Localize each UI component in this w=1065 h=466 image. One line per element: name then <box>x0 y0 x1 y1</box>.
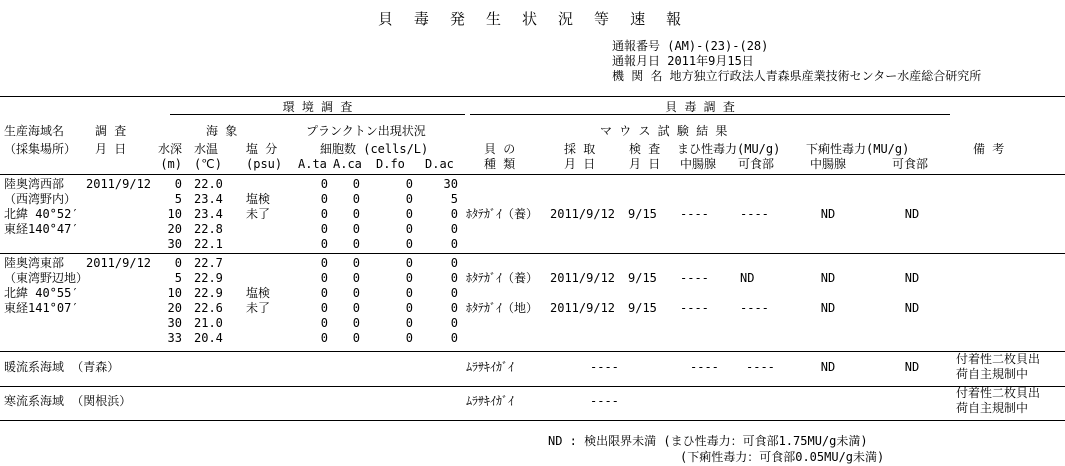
rule-top <box>0 96 1065 97</box>
cell-dac: 0 <box>450 286 458 300</box>
header-ata: A.ta <box>298 157 327 171</box>
header-psp: まひ性毒力(MU/g) <box>677 142 781 156</box>
rule-header-bottom <box>0 174 1065 175</box>
header-survey-sub: 月 日 <box>95 142 127 156</box>
header-sample: 採 取 <box>564 142 596 156</box>
area-psp-edible: ---- <box>746 360 775 374</box>
cell-dfo: 0 <box>405 256 413 270</box>
cell-dac: 0 <box>450 256 458 270</box>
cell-temp: 22.9 <box>194 271 223 285</box>
header-plankton: プランクトン出現状況 <box>306 124 426 138</box>
cell-aca: 0 <box>352 177 360 191</box>
header-sea: 海 象 <box>206 124 238 138</box>
cell-depth: 30 <box>167 316 182 330</box>
test-dsp_e: ND <box>904 207 920 221</box>
cell-sal: 未了 <box>246 207 271 221</box>
station-lat: 北緯 40°52′ <box>4 207 79 221</box>
cell-ata: 0 <box>320 271 328 285</box>
area-sample: ---- <box>590 394 619 408</box>
cell-temp: 22.8 <box>194 222 223 236</box>
cell-dac: 0 <box>450 301 458 315</box>
cell-aca: 0 <box>352 316 360 330</box>
header-survey: 調 査 <box>95 124 127 138</box>
area-sample: ---- <box>590 360 619 374</box>
test-psp_g: ---- <box>680 271 709 285</box>
header-shellfish: 貝 毒 調 査 <box>665 100 735 114</box>
cell-dfo: 0 <box>405 192 413 206</box>
cell-ata: 0 <box>320 192 328 206</box>
header-dsp-gland: 中腸腺 <box>810 157 847 171</box>
cell-depth: 30 <box>167 237 182 251</box>
report-agency: 機 関 名 地方独立行政法人青森県産業技術センター水産総合研究所 <box>612 69 982 83</box>
report-number: 通報番号 (AM)-(23)-(28) <box>612 39 769 53</box>
report-date: 通報月日 2011年9月15日 <box>612 54 754 68</box>
cell-depth: 10 <box>167 286 182 300</box>
header-mouse: マ ウ ス 試 験 結 果 <box>600 124 728 138</box>
cell-depth: 20 <box>167 222 182 236</box>
cell-ata: 0 <box>320 207 328 221</box>
survey-date: 2011/9/12 <box>86 256 152 270</box>
station-lat: 北緯 40°55′ <box>4 286 79 300</box>
station-place: （西湾野内） <box>4 192 77 206</box>
header-salinity-unit: (psu) <box>246 157 283 171</box>
cell-temp: 20.4 <box>194 331 223 345</box>
area-kind: ﾑﾗｻｷｲｶﾞｲ <box>466 360 515 374</box>
header-kind: 貝 の <box>484 142 516 156</box>
header-dfo: D.fo <box>376 157 405 171</box>
cell-aca: 0 <box>352 192 360 206</box>
test-dsp_e: ND <box>904 271 920 285</box>
cell-dac: 0 <box>450 207 458 221</box>
rule-shell <box>470 114 950 115</box>
cell-sal: 塩検 <box>246 192 271 206</box>
cell-aca: 0 <box>352 331 360 345</box>
cell-ata: 0 <box>320 222 328 236</box>
cell-aca: 0 <box>352 207 360 221</box>
header-cells: 細胞数 (cells/L) <box>320 142 429 156</box>
cell-dfo: 0 <box>405 316 413 330</box>
cell-ata: 0 <box>320 331 328 345</box>
station-place: （東湾野辺地） <box>4 271 89 285</box>
cell-dfo: 0 <box>405 301 413 315</box>
test-test: 9/15 <box>628 207 657 221</box>
cell-dfo: 0 <box>405 207 413 221</box>
cell-temp: 22.6 <box>194 301 223 315</box>
area-remark-1: 付着性二枚貝出 <box>956 386 1041 400</box>
cell-temp: 23.4 <box>194 207 223 221</box>
cell-depth: 10 <box>167 207 182 221</box>
cell-dac: 0 <box>450 222 458 236</box>
cell-dfo: 0 <box>405 222 413 236</box>
area-name: 寒流系海域 （関根浜） <box>4 394 132 408</box>
area-kind: ﾑﾗｻｷｲｶﾞｲ <box>466 394 515 408</box>
header-psp-gland: 中腸腺 <box>680 157 717 171</box>
test-dsp_g: ND <box>820 207 836 221</box>
cell-temp: 22.1 <box>194 237 223 251</box>
area-dsp-edible: ND <box>904 360 920 374</box>
area-dsp-gland: ND <box>820 360 836 374</box>
test-psp_e: ---- <box>740 207 769 221</box>
cell-ata: 0 <box>320 286 328 300</box>
test-kind: ﾎﾀﾃｶﾞｲ（養） <box>466 271 539 285</box>
station-name: 陸奥湾西部 <box>4 177 65 191</box>
header-kind-sub: 種 類 <box>484 157 516 171</box>
cell-aca: 0 <box>352 237 360 251</box>
cell-ata: 0 <box>320 256 328 270</box>
test-kind: ﾎﾀﾃｶﾞｲ（養） <box>466 207 539 221</box>
cell-dfo: 0 <box>405 286 413 300</box>
cell-dac: 0 <box>450 331 458 345</box>
header-salinity: 塩 分 <box>246 142 278 156</box>
footnote-dsp: (下痢性毒力：可食部0.05MU/g未満) <box>680 450 885 464</box>
header-aca: A.ca <box>333 157 362 171</box>
cell-dfo: 0 <box>405 271 413 285</box>
cell-aca: 0 <box>352 301 360 315</box>
test-sample: 2011/9/12 <box>550 271 616 285</box>
cell-dac: 5 <box>450 192 458 206</box>
station-lon: 東経141°07′ <box>4 301 79 315</box>
header-dac: D.ac <box>425 157 454 171</box>
test-test: 9/15 <box>628 301 657 315</box>
header-dsp-edible: 可食部 <box>892 157 929 171</box>
header-area: 生産海域名 <box>4 124 65 138</box>
cell-ata: 0 <box>320 237 328 251</box>
header-env: 環 境 調 査 <box>282 100 353 114</box>
cell-sal: 未了 <box>246 301 271 315</box>
cell-dac: 0 <box>450 237 458 251</box>
cell-aca: 0 <box>352 286 360 300</box>
cell-depth: 20 <box>167 301 182 315</box>
test-sample: 2011/9/12 <box>550 301 616 315</box>
cell-dfo: 0 <box>405 177 413 191</box>
station-name: 陸奥湾東部 <box>4 256 65 270</box>
cell-dac: 0 <box>450 316 458 330</box>
area-psp-gland: ---- <box>690 360 719 374</box>
cell-dac: 0 <box>450 271 458 285</box>
test-dsp_g: ND <box>820 301 836 315</box>
test-dsp_e: ND <box>904 301 920 315</box>
test-psp_g: ---- <box>680 301 709 315</box>
header-area-sub: （採集場所） <box>4 142 77 156</box>
cell-dfo: 0 <box>405 237 413 251</box>
cell-temp: 22.0 <box>194 177 223 191</box>
cell-temp: 23.4 <box>194 192 223 206</box>
cell-depth: 0 <box>174 177 182 191</box>
cell-aca: 0 <box>352 222 360 236</box>
cell-depth: 5 <box>174 271 182 285</box>
cell-dac: 30 <box>443 177 458 191</box>
header-remarks: 備 考 <box>973 142 1005 156</box>
cell-aca: 0 <box>352 256 360 270</box>
page-title: 貝 毒 発 生 状 況 等 速 報 <box>377 10 688 28</box>
test-psp_e: ND <box>740 271 755 285</box>
survey-date: 2011/9/12 <box>86 177 152 191</box>
rule-area-split <box>0 386 1065 387</box>
header-psp-edible: 可食部 <box>738 157 775 171</box>
cell-temp: 22.9 <box>194 286 223 300</box>
rule-station-split <box>0 253 1065 254</box>
header-depth: 水深 <box>157 142 182 156</box>
test-kind: ﾎﾀﾃｶﾞｲ（地） <box>466 301 539 315</box>
rule-bottom <box>0 420 1065 421</box>
test-dsp_g: ND <box>820 271 836 285</box>
cell-depth: 0 <box>174 256 182 270</box>
cell-temp: 21.0 <box>194 316 223 330</box>
area-remark-2: 荷自主規制中 <box>956 367 1029 381</box>
test-psp_g: ---- <box>680 207 709 221</box>
header-test-sub: 月 日 <box>629 157 661 171</box>
cell-dfo: 0 <box>405 331 413 345</box>
header-sample-sub: 月 日 <box>564 157 596 171</box>
header-temp-unit: (℃) <box>194 157 222 171</box>
cell-depth: 33 <box>167 331 182 345</box>
cell-ata: 0 <box>320 177 328 191</box>
area-remark-2: 荷自主規制中 <box>956 401 1029 415</box>
header-depth-unit: (m) <box>160 157 182 171</box>
cell-sal: 塩検 <box>246 286 271 300</box>
area-name: 暖流系海域 （青森） <box>4 360 120 374</box>
rule-env <box>170 114 465 115</box>
area-remark-1: 付着性二枚貝出 <box>956 352 1041 366</box>
test-test: 9/15 <box>628 271 657 285</box>
header-test: 検 査 <box>629 142 661 156</box>
cell-aca: 0 <box>352 271 360 285</box>
header-dsp: 下痢性毒力(MU/g) <box>806 142 910 156</box>
cell-ata: 0 <box>320 316 328 330</box>
cell-ata: 0 <box>320 301 328 315</box>
station-lon: 東経140°47′ <box>4 222 79 236</box>
test-psp_e: ---- <box>740 301 769 315</box>
rule-station-end <box>0 351 1065 352</box>
cell-depth: 5 <box>174 192 182 206</box>
cell-temp: 22.7 <box>194 256 223 270</box>
header-temp: 水温 <box>194 142 219 156</box>
test-sample: 2011/9/12 <box>550 207 616 221</box>
footnote-nd: ND : 検出限界未満 (まひ性毒力：可食部1.75MU/g未満) <box>548 434 868 448</box>
